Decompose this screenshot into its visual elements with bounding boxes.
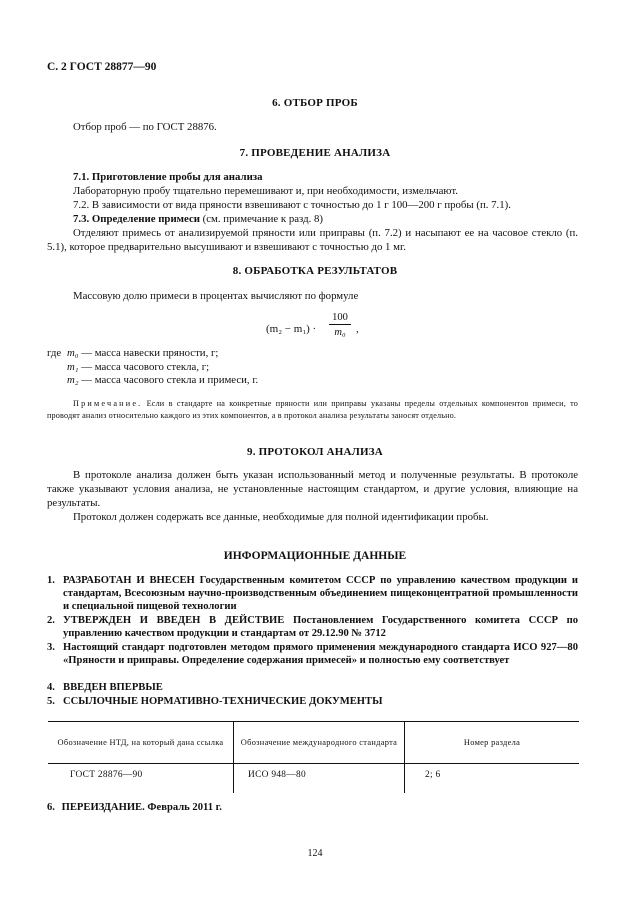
- subsection-7-3-number: 7.3.: [73, 213, 90, 225]
- subsection-7-2-text: 7.2. В зависимости от вида пряности взвешивают с точностью до 1 г 100—200 г пробы (п. 7.1).: [73, 199, 511, 211]
- definition-symbol: m₀: [67, 347, 79, 359]
- formula: [266, 312, 376, 348]
- info-item-text: ВВЕДЕН ВПЕРВЫЕ: [63, 682, 163, 693]
- definition-line: [47, 361, 258, 375]
- definition-line: [47, 347, 258, 361]
- running-header: С. 2 ГОСТ 28877—90: [47, 61, 157, 73]
- section-9-paragraph-1: В протоколе анализа должен быть указан использованный метод и полученные результаты. В протоколе также указывают условия анализа, не установленные настоящим стандартом, и другие условия, влияющие на результаты.: [47, 469, 578, 509]
- note-text: Если в стандарте на конкретные пряности или приправы указаны пределы отдельных компонентов примеси, то проводят анализ относительно каждого из этих компонентов, а в протокол анализа результаты заносят отдельно.: [47, 399, 578, 421]
- table-cell: ГОСТ 28876—90: [48, 764, 234, 794]
- info-list: [47, 574, 578, 714]
- table-header-cell: Обозначение НТД, на который дана ссылка: [48, 721, 234, 764]
- definition-text: — масса навески пряности, г;: [81, 347, 219, 359]
- variable-definitions: [47, 347, 258, 388]
- formula-comma: ,: [356, 323, 359, 335]
- fraction-bar: [329, 324, 351, 325]
- formula-fraction: [329, 312, 351, 338]
- section-8-title: 8. ОБРАБОТКА РЕЗУЛЬТАТОВ: [232, 265, 398, 277]
- info-item-6: [47, 801, 578, 814]
- info-item-text: ССЫЛОЧНЫЕ НОРМАТИВНО-ТЕХНИЧЕСКИЕ ДОКУМЕНТЫ: [63, 696, 383, 707]
- subsection-7-1-number: 7.1.: [73, 171, 90, 183]
- page-number: 124: [307, 848, 323, 859]
- references-table: [48, 721, 579, 793]
- definition-symbol: m₁: [67, 360, 79, 373]
- table-row: [48, 764, 579, 794]
- subsection-7-3-title: Определение примеси: [91, 213, 200, 225]
- info-item-number: 6.: [47, 802, 55, 813]
- section-8-note: [47, 398, 578, 423]
- table-cell: ИСО 948—80: [234, 764, 405, 794]
- subsection-7-3-text: Отделяют примесь от анализируемой пряности или приправы (п. 7.2) и насыпают ее на часовое стекло (п. 5.1), которое предварительно высушивают и взвешивают с точностью до 1 мг.: [47, 227, 578, 253]
- section-6-title: 6. ОТБОР ПРОБ: [272, 97, 358, 109]
- formula-numerator: 100: [332, 312, 348, 323]
- subsection-7-3-ref: (см. примечание к разд. 8): [202, 213, 323, 225]
- definition-symbol: m₂: [67, 374, 79, 386]
- subsection-7-3-heading: [73, 212, 323, 226]
- table-cell: 2; 6: [425, 770, 441, 780]
- definition-text: — масса часового стекла, г;: [81, 360, 210, 373]
- section-7-title: 7. ПРОВЕДЕНИЕ АНАЛИЗА: [239, 147, 391, 159]
- section-9-paragraph-2: Протокол должен содержать все данные, необходимые для полной идентификации пробы.: [73, 511, 489, 523]
- info-item-text: ПЕРЕИЗДАНИЕ. Февраль 2011 г.: [61, 802, 222, 813]
- definition-prefix: где: [47, 347, 62, 359]
- section-9-title: 9. ПРОТОКОЛ АНАЛИЗА: [247, 446, 383, 458]
- formula-intro: Массовую долю примеси в процентах вычисляют по формуле: [73, 290, 359, 302]
- info-item-number: 3.: [47, 642, 55, 653]
- info-title: ИНФОРМАЦИОННЫЕ ДАННЫЕ: [223, 550, 407, 562]
- formula-left-part: (m₂ − m₁) ·: [266, 323, 317, 335]
- definition-text: — масса часового стекла и примеси, г.: [81, 374, 259, 386]
- definition-line: [47, 374, 258, 388]
- info-item-text: РАЗРАБОТАН И ВНЕСЕН Государственным комитетом СССР по управлению качеством продукции и стандартам, Всесоюзным научно-производственным объединением пищеконцентратной промышленности и специальной пищевой технологии: [63, 575, 578, 613]
- subsection-7-1-heading: [73, 170, 263, 184]
- info-item-text: Настоящий стандарт подготовлен методом прямого применения международного стандарта ИСО 927—80 «Пряности и приправы. Определение содержания примесей» и полностью ему соответствует: [63, 642, 578, 667]
- info-item-number: 5.: [47, 696, 55, 707]
- subsection-7-1-title: Приготовление пробы для анализа: [91, 171, 263, 183]
- formula-denominator: m₀: [334, 327, 346, 338]
- note-label: Примечание.: [73, 399, 143, 408]
- info-item-text: УТВЕРЖДЕН И ВВЕДЕН В ДЕЙСТВИЕ Постановлением Государственного комитета СССР по управлению качеством продукции и стандартам от 29.12.90 № 3712: [63, 615, 578, 640]
- table-header-row: [48, 721, 579, 764]
- subsection-7-1-text: Лабораторную пробу тщательно перемешивают и, при необходимости, измельчают.: [73, 185, 458, 197]
- table-header-cell: Номер раздела: [405, 721, 580, 764]
- info-item-number: 1.: [47, 575, 55, 586]
- info-item-number: 4.: [47, 682, 55, 693]
- table-header-cell: Обозначение международного стандарта: [234, 721, 405, 764]
- info-item-number: 2.: [47, 615, 55, 626]
- section-6-text: Отбор проб — по ГОСТ 28876.: [73, 121, 217, 133]
